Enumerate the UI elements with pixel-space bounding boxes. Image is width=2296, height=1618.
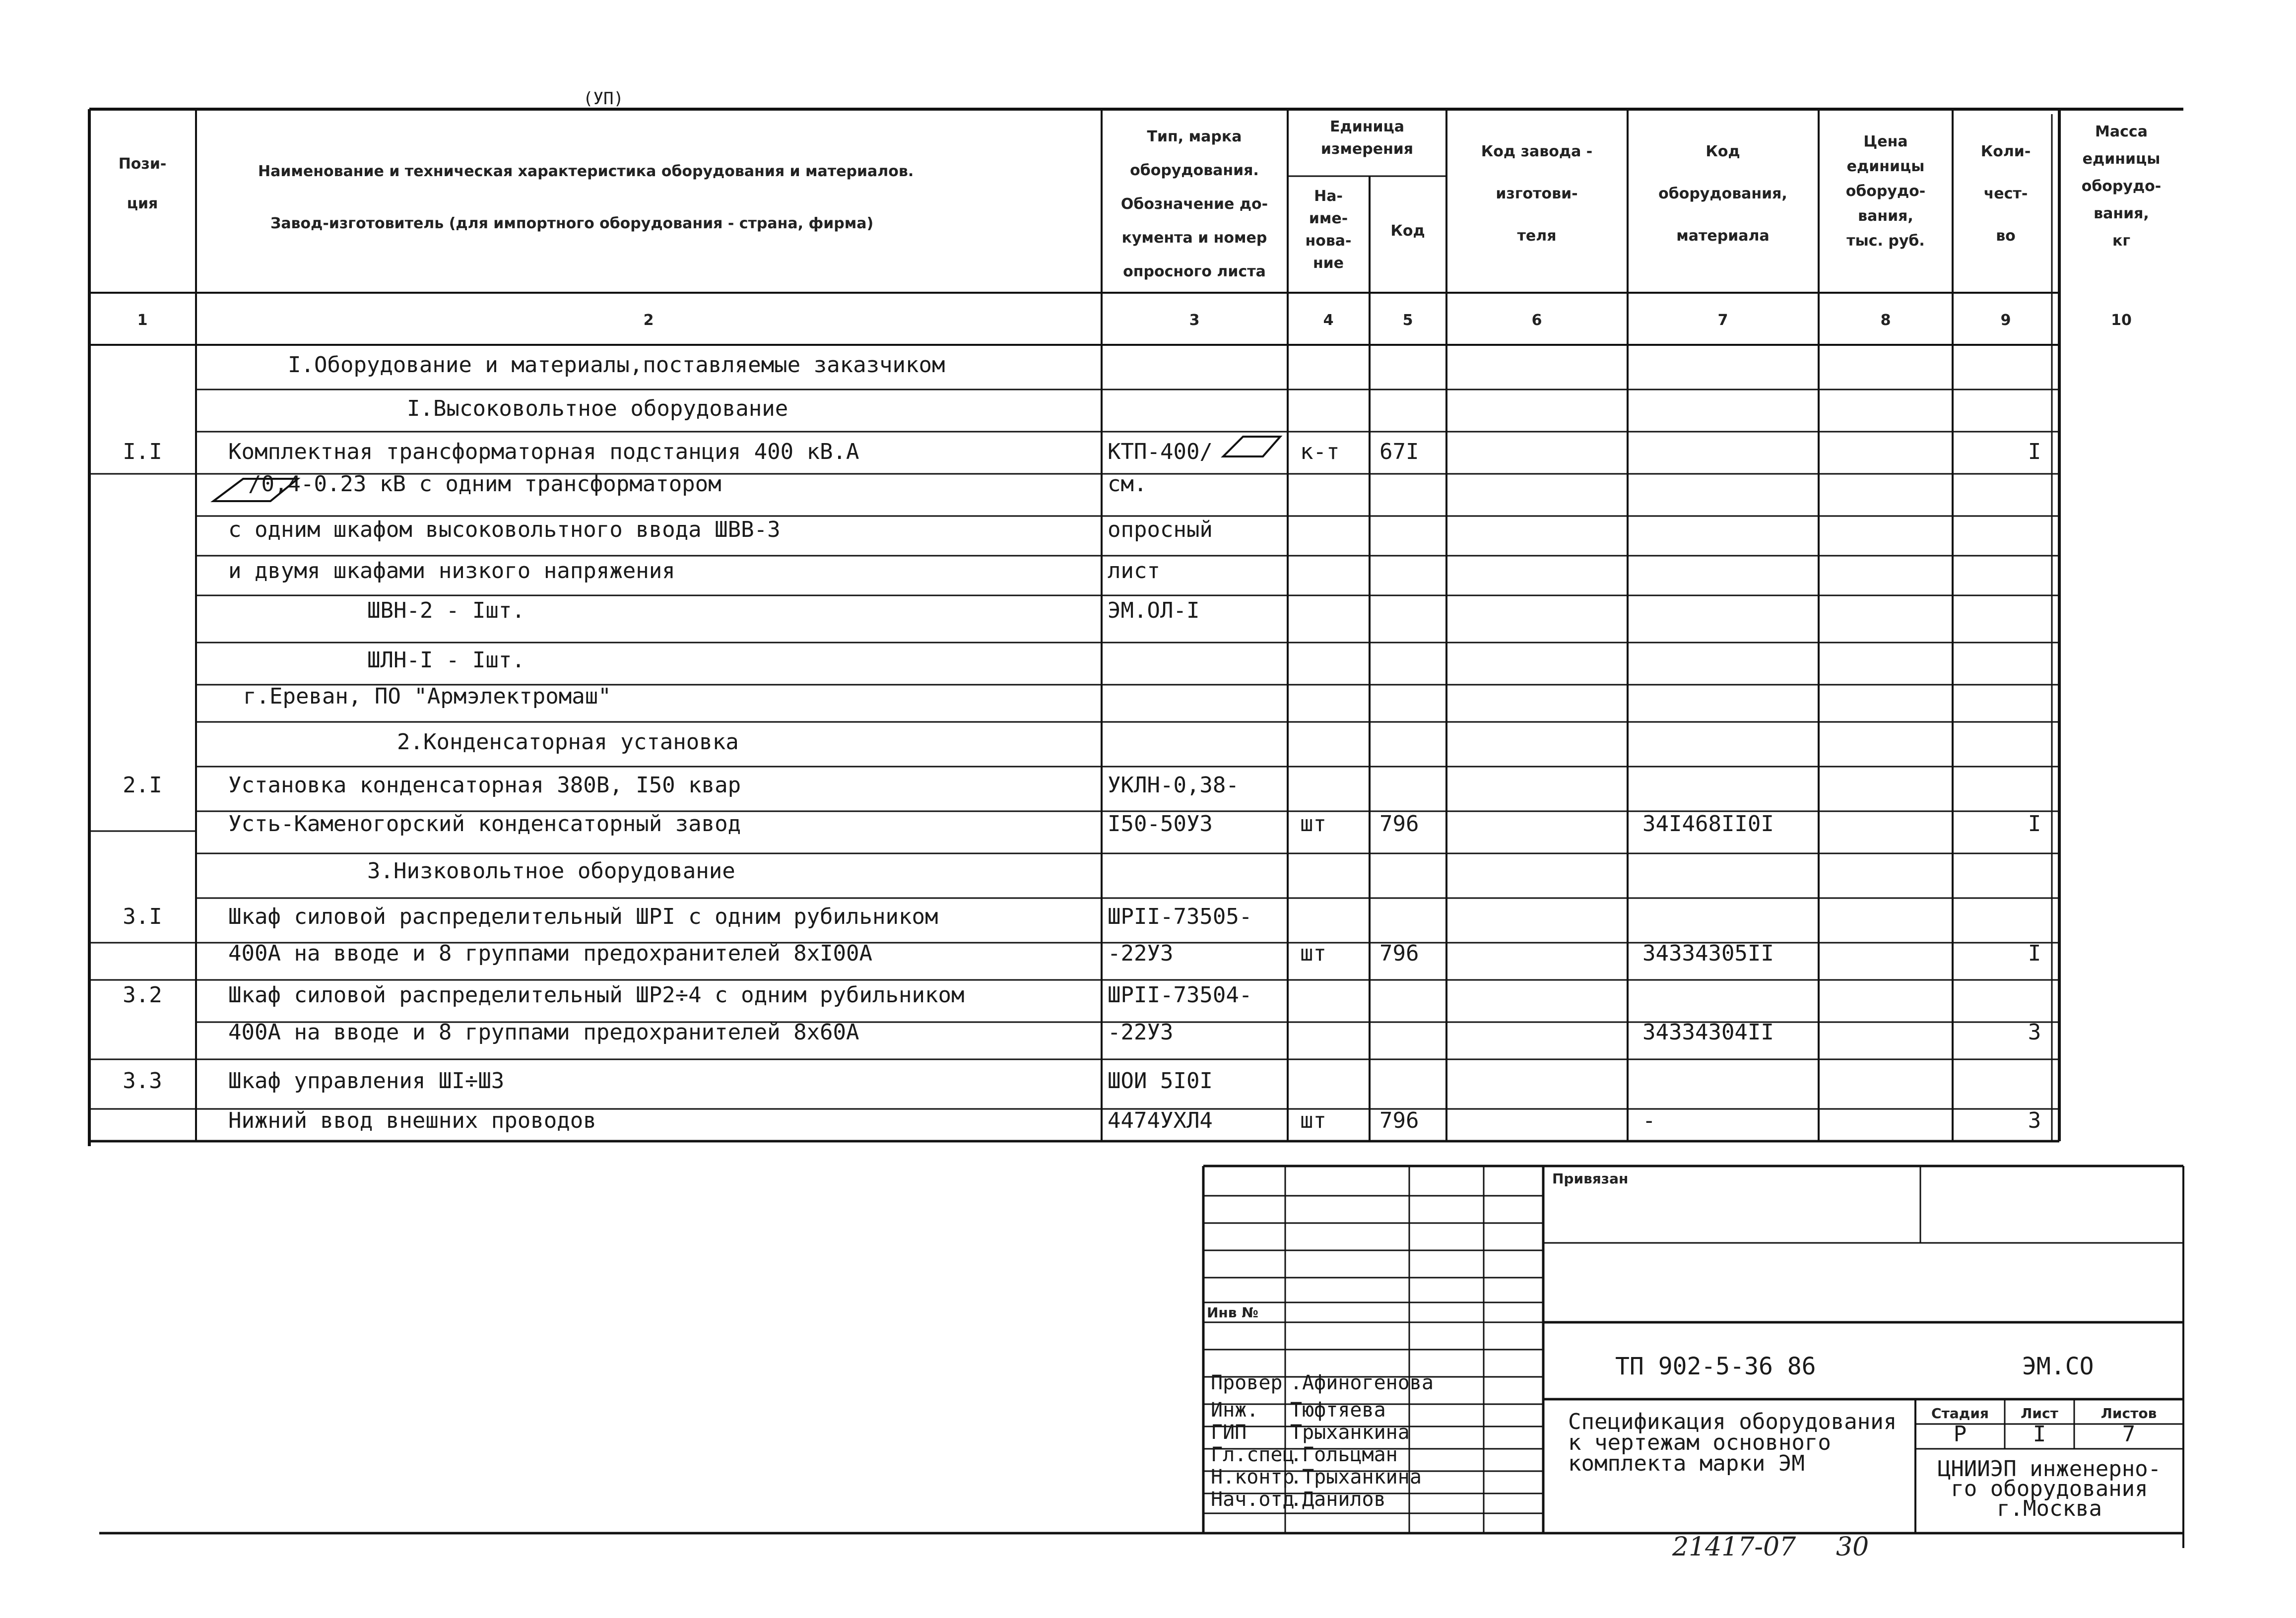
row-type: КТП-400/ (1108, 439, 1213, 464)
row-position: I.I (123, 439, 162, 464)
header-price: вания, (1858, 207, 1913, 225)
header-equipment-code: оборудования, (1658, 185, 1787, 202)
column-number: 1 (137, 312, 148, 329)
inv-label: Инв № (1207, 1304, 1258, 1321)
row-name: и двумя шкафами низкого напряжения (228, 558, 675, 583)
row-equipment-code: 34334304II (1642, 1020, 1774, 1045)
row-quantity: 3 (2028, 1020, 2041, 1045)
header-unit-name: На- (1314, 188, 1343, 205)
row-type: ШРII-73505- (1108, 904, 1252, 929)
row-name: I.Высоковольтное оборудование (407, 396, 788, 421)
signature-role: Н.контр (1211, 1466, 1295, 1489)
row-type: -22У3 (1108, 941, 1174, 966)
table-row (228, 517, 1213, 542)
row-name: Комплектная трансформаторная подстанция 400 кВ.А (228, 439, 859, 464)
row-unit: к-т (1300, 439, 1340, 464)
row-unit: шт (1300, 941, 1326, 966)
row-position: 3.I (123, 904, 162, 929)
table-body (123, 352, 2041, 1133)
table-row (123, 439, 2041, 464)
row-equipment-code: 34334305II (1642, 941, 1774, 966)
sheets-label: Листов (2100, 1405, 2157, 1422)
header-name: Наименование и техническая характеристика оборудования и материалов. (258, 163, 914, 180)
row-quantity: I (2028, 811, 2041, 837)
doc-mark: ЭМ.СО (2022, 1353, 2094, 1380)
title-block (99, 1166, 2183, 1548)
row-name: ШВН-2 - Iшт. (367, 598, 525, 623)
row-name: Шкаф управления ШI÷Ш3 (228, 1068, 505, 1094)
header-type: кумента и номер (1121, 229, 1267, 247)
column-number: 7 (1717, 312, 1728, 329)
row-name: с одним шкафом высоковольтного ввода ШВВ-3 (228, 517, 781, 542)
table-row (243, 684, 611, 709)
signature-role: Инж. (1211, 1399, 1259, 1422)
header-quantity: Коли- (1980, 143, 2031, 160)
header-price: единицы (1846, 158, 1925, 175)
attached-label: Привязан (1552, 1170, 1629, 1187)
row-quantity: I (2028, 439, 2041, 464)
header-unit-name: ние (1312, 255, 1344, 272)
table-row (228, 941, 2041, 966)
stage-value: Р (1953, 1422, 1967, 1447)
signature-name: Трыханкина (1290, 1421, 1410, 1444)
doc-title: к чертежам основного (1568, 1430, 1831, 1455)
row-type: ШОИ 5I0I (1108, 1068, 1213, 1094)
row-name: 2.Конденсаторная установка (397, 729, 739, 755)
sheets-value: 7 (2122, 1422, 2136, 1447)
row-name: Усть-Каменогорский конденсаторный завод (228, 811, 741, 837)
table-row (123, 904, 1252, 929)
table-row (367, 598, 1199, 623)
sheet-label: Лист (2021, 1405, 2058, 1422)
header-factory-code: теля (1517, 227, 1557, 245)
column-number: 3 (1189, 312, 1200, 329)
header-position: Пози- (118, 155, 167, 173)
blank-box-mark (1223, 437, 1280, 456)
header-type: опросного листа (1123, 263, 1266, 280)
table-row (288, 352, 945, 378)
column-number: 4 (1323, 312, 1334, 329)
header-factory-code: Код завода - (1481, 143, 1593, 160)
row-unit-code: 796 (1379, 1108, 1419, 1133)
row-name: 400А на вводе и 8 группами предохранителей 8х60А (228, 1020, 859, 1045)
column-number: 5 (1402, 312, 1413, 329)
row-unit-code: 67I (1379, 439, 1419, 464)
table-row (407, 396, 788, 421)
doc-title: комплекта марки ЭМ (1568, 1451, 1805, 1476)
row-type: УКЛН-0,38- (1108, 773, 1239, 798)
row-equipment-code: 34I468II0I (1642, 811, 1774, 837)
table-row (123, 773, 1239, 798)
row-name: Нижний ввод внешних проводов (228, 1108, 596, 1133)
header-price: оборудо- (1845, 183, 1926, 200)
header-type: Тип, марка (1147, 128, 1242, 145)
column-number: 2 (643, 312, 654, 329)
row-type: I50-50У3 (1108, 811, 1213, 837)
table-row (367, 647, 525, 673)
table-row (123, 982, 1252, 1008)
header-price: Цена (1863, 133, 1908, 150)
top-mark: (УП) (583, 89, 624, 109)
header-mass: Масса (2095, 123, 2148, 140)
row-name: 3.Низковольтное оборудование (367, 858, 735, 884)
column-number: 8 (1880, 312, 1891, 329)
organization: го оборудования (1951, 1476, 2148, 1501)
row-type: ШРII-73504- (1108, 982, 1252, 1008)
table-row (248, 471, 1147, 497)
row-unit: шт (1300, 1108, 1326, 1133)
header-unit-name: име- (1309, 210, 1348, 227)
row-name: г.Ереван, ПО "Армэлектромаш" (243, 684, 611, 709)
doc-title: Спецификация оборудования (1568, 1409, 1897, 1434)
row-type: 4474УХЛ4 (1108, 1108, 1213, 1133)
header-equipment-code: материала (1676, 227, 1770, 245)
row-type: см. (1108, 471, 1147, 497)
organization: г.Москва (1997, 1496, 2102, 1521)
signature-name: .Трыханкина (1290, 1466, 1422, 1489)
row-unit-code: 796 (1379, 811, 1419, 837)
header-unit: измерения (1320, 140, 1414, 158)
table-row (367, 858, 735, 884)
row-type: -22У3 (1108, 1020, 1174, 1045)
row-quantity: 3 (2028, 1108, 2041, 1133)
header-manufacturer: Завод-изготовитель (для импортного оборудования - страна, фирма) (270, 215, 874, 232)
doc-number: ТП 902-5-36 86 (1615, 1353, 1816, 1380)
row-equipment-code: - (1642, 1108, 1656, 1133)
signature-name: Тюфтяева (1290, 1399, 1386, 1422)
column-number: 6 (1531, 312, 1542, 329)
column-number: 10 (2111, 312, 2132, 329)
table-row (228, 1108, 2041, 1133)
signature-role: Гл.спец (1211, 1443, 1295, 1466)
signature-role: ГИП (1211, 1421, 1247, 1444)
row-position: 3.3 (123, 1068, 162, 1094)
header-type: оборудования. (1130, 162, 1259, 179)
organization: ЦНИИЭП инженерно- (1937, 1456, 2162, 1482)
row-quantity: I (2028, 941, 2041, 966)
row-name: Шкаф силовой распределительный ШРI с одним рубильником (228, 904, 938, 929)
header-mass: оборудо- (2081, 178, 2162, 195)
row-name: Установка конденсаторная 380В, I50 квар (228, 773, 741, 798)
table-row (123, 1068, 1213, 1094)
header-unit-code: Код (1390, 222, 1425, 240)
row-name: Шкаф силовой распределительный ШР2÷4 с одним рубильником (228, 982, 965, 1008)
column-number: 9 (2000, 312, 2011, 329)
table-row (228, 1020, 2041, 1045)
table-row (228, 558, 1160, 583)
row-type: ЭМ.ОЛ-I (1108, 598, 1200, 623)
row-name: ШЛН-I - Iшт. (367, 647, 525, 673)
header-quantity: во (1996, 227, 2016, 245)
signature-name: .Данилов (1290, 1488, 1386, 1511)
table-header (119, 118, 2162, 329)
table-row (228, 811, 2041, 837)
signature-role: Нач.отд (1211, 1488, 1295, 1511)
signature-role: Провер (1211, 1371, 1283, 1394)
header-mass: кг (2112, 232, 2131, 250)
table-row (397, 729, 739, 755)
row-name: I.Оборудование и материалы,поставляемые заказчиком (288, 352, 945, 378)
header-mass: вания, (2094, 205, 2149, 222)
row-position: 3.2 (123, 982, 162, 1008)
header-factory-code: изготови- (1496, 185, 1578, 202)
signature-name: .Афиногенова (1290, 1371, 1434, 1394)
stage-label: Стадия (1931, 1405, 1989, 1422)
header-quantity: чест- (1983, 185, 2028, 202)
signature-name: .Гольцман (1290, 1443, 1398, 1466)
row-position: 2.I (123, 773, 162, 798)
header-mass: единицы (2082, 150, 2161, 168)
row-name: /0,4-0.23 кВ с одним трансформатором (248, 471, 722, 497)
header-type: Обозначение до- (1120, 195, 1268, 213)
row-type: лист (1108, 558, 1160, 583)
header-equipment-code: Код (1706, 143, 1740, 160)
header-unit-name: нова- (1305, 232, 1352, 250)
header-price: тыс. руб. (1846, 232, 1925, 250)
footer-number: 21417-07 (1672, 1532, 1796, 1562)
header-unit: Единица (1330, 118, 1404, 135)
row-unit-code: 796 (1379, 941, 1419, 966)
sheet-value: I (2033, 1422, 2046, 1447)
row-name: 400А на вводе и 8 группами предохранителей 8хI00А (228, 941, 873, 966)
row-unit: шт (1300, 811, 1326, 837)
footer-page: 30 (1836, 1532, 1869, 1562)
header-position: ция (127, 195, 158, 212)
row-type: опросный (1108, 517, 1213, 542)
